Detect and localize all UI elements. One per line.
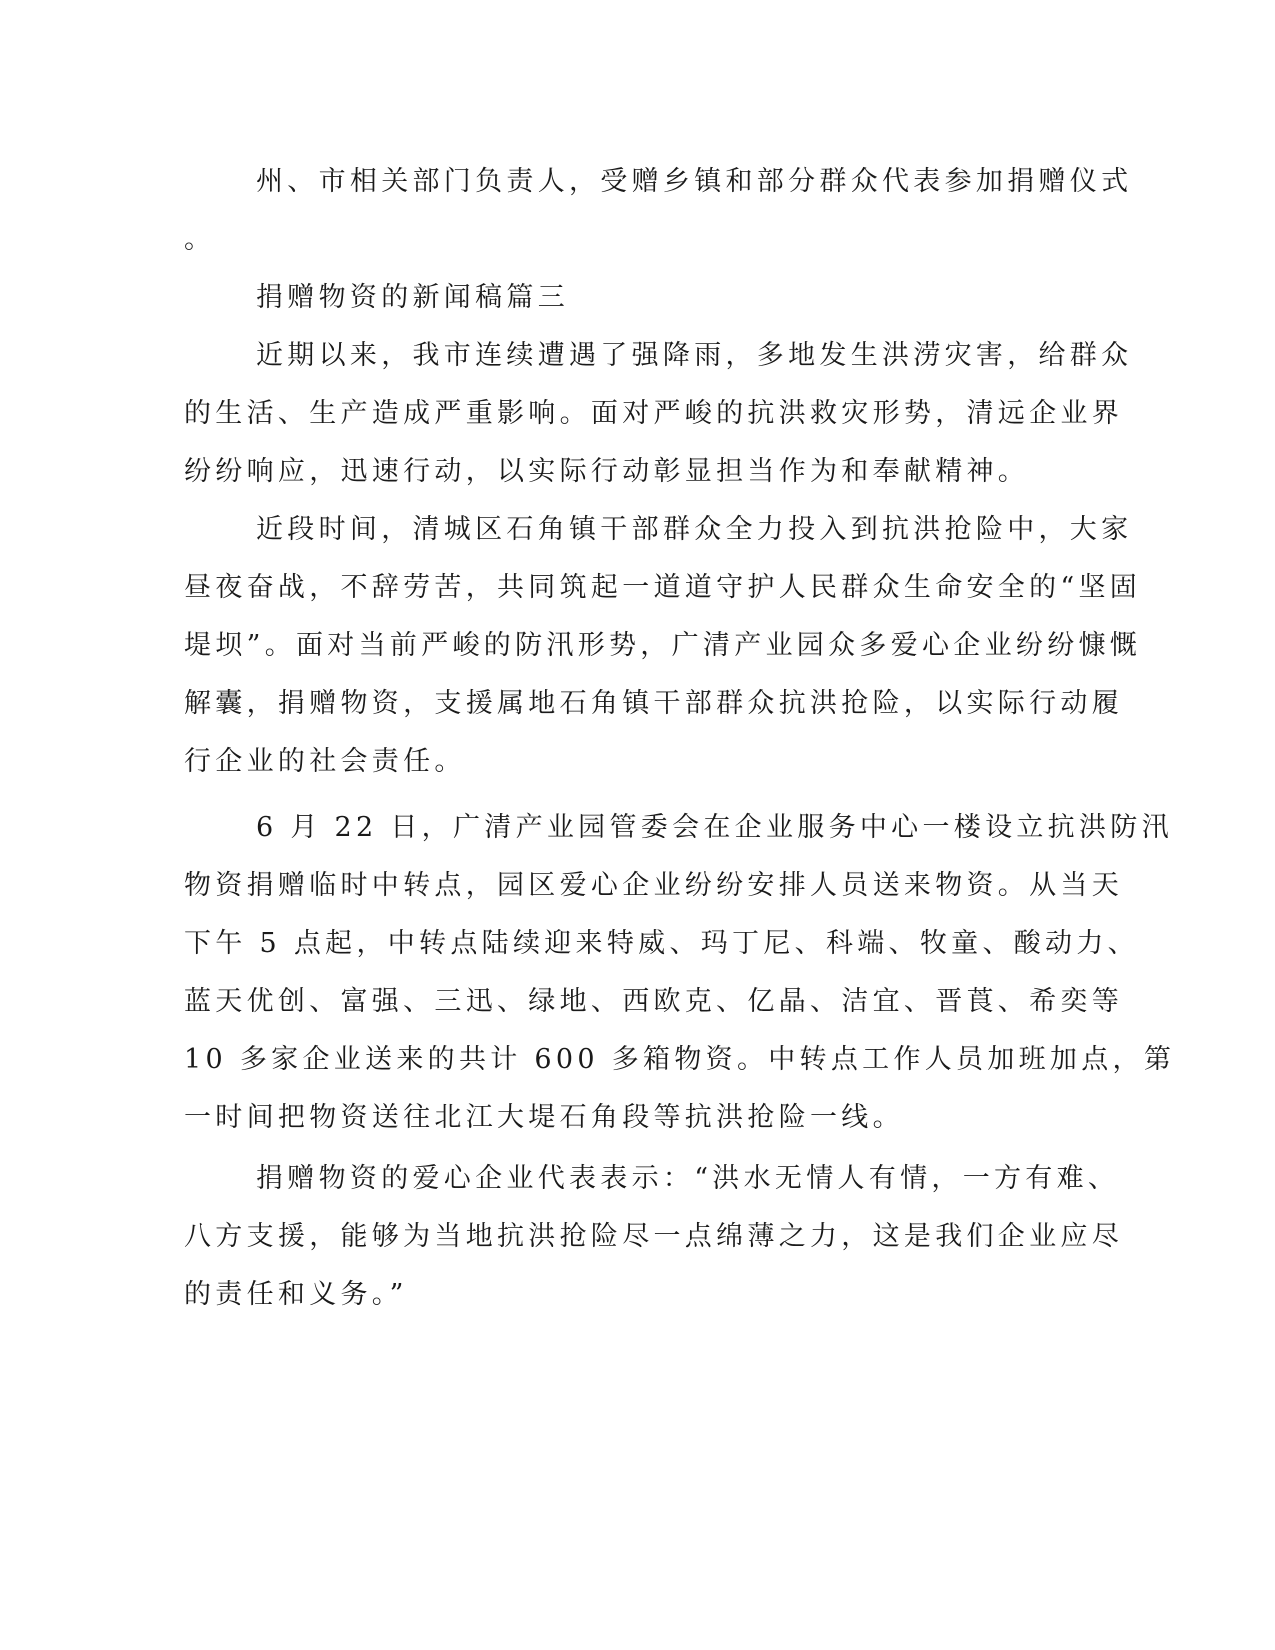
text-line-5: 的生活、生产造成严重影响。面对严峻的抗洪救灾形势，清远企业界 bbox=[184, 398, 1123, 429]
text-line-8: 昼夜奋战，不辞劳苦，共同筑起一道道守护人民群众生命安全的“坚固 bbox=[184, 572, 1142, 603]
text-line-12: 6 月 22 日，广清产业园管委会在企业服务中心一楼设立抗洪防汛 bbox=[256, 812, 1173, 843]
text-line-10: 解囊，捐赠物资，支援属地石角镇干部群众抗洪抢险，以实际行动履 bbox=[184, 688, 1123, 719]
text-line-11: 行企业的社会责任。 bbox=[184, 746, 466, 777]
text-line-4: 近期以来，我市连续遭遇了强降雨，多地发生洪涝灾害，给群众 bbox=[256, 340, 1133, 371]
text-line-13: 物资捐赠临时中转点，园区爱心企业纷纷安排人员送来物资。从当天 bbox=[184, 870, 1123, 901]
text-line-17: 一时间把物资送往北江大堤石角段等抗洪抢险一线。 bbox=[184, 1102, 904, 1133]
text-line-7: 近段时间，清城区石角镇干部群众全力投入到抗洪抢险中，大家 bbox=[256, 514, 1133, 545]
section-heading: 捐赠物资的新闻稿篇三 bbox=[256, 282, 569, 313]
text-line-6: 纷纷响应，迅速行动，以实际行动彰显担当作为和奉献精神。 bbox=[184, 456, 1030, 487]
text-line-2: 。 bbox=[184, 224, 216, 255]
text-line-9: 堤坝”。面对当前严峻的防汛形势，广清产业园众多爱心企业纷纷慷慨 bbox=[184, 630, 1142, 661]
text-line-19: 八方支援，能够为当地抗洪抢险尽一点绵薄之力，这是我们企业应尽 bbox=[184, 1221, 1123, 1252]
text-line-18: 捐赠物资的爱心企业代表表示：“洪水无情人有情，一方有难、 bbox=[256, 1163, 1120, 1194]
text-line-15: 蓝天优创、富强、三迅、绿地、西欧克、亿晶、洁宜、晋莨、希奕等 bbox=[184, 986, 1123, 1017]
text-line-14: 下午 5 点起，中转点陆续迎来特威、玛丁尼、科端、牧童、酸动力、 bbox=[184, 928, 1139, 959]
text-line-16: 10 多家企业送来的共计 600 多箱物资。中转点工作人员加班加点，第 bbox=[184, 1044, 1176, 1075]
text-line-20: 的责任和义务。” bbox=[184, 1279, 408, 1310]
text-line-1: 州、市相关部门负责人，受赠乡镇和部分群众代表参加捐赠仪式 bbox=[256, 166, 1133, 197]
